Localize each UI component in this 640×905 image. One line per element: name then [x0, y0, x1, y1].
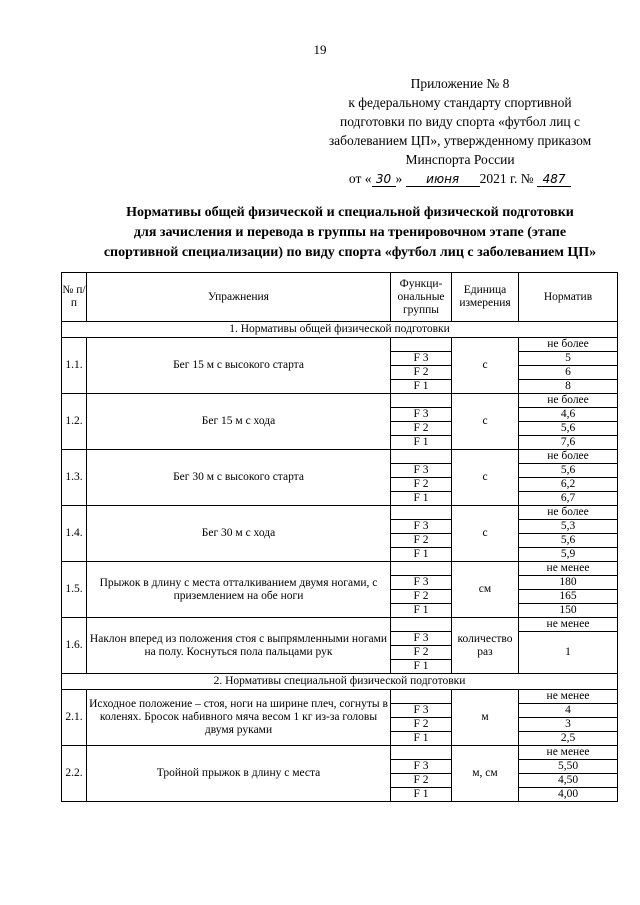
group-cell [391, 562, 452, 576]
norm-qualifier: не менее [519, 746, 618, 760]
table-row [62, 618, 618, 632]
norm-value: 4,50 [519, 774, 618, 788]
appendix-line: Минспорта России [405, 152, 515, 167]
functional-group: F 2 [391, 646, 452, 660]
page-number: 19 [313, 42, 327, 57]
title-line: Нормативы общей физической и специальной физической подготовки [126, 205, 574, 220]
group-cell [391, 338, 452, 352]
norm-value: 4,00 [519, 788, 618, 802]
norm-value: 150 [519, 604, 618, 618]
exercise-name: Бег 15 м с высокого старта [87, 338, 391, 394]
section-title: 1. Нормативы общей физической подготовки [62, 322, 618, 338]
handwritten-day: 30 [372, 173, 396, 187]
appendix-line: Приложение № 8 [410, 76, 510, 91]
row-number: 1.2. [62, 394, 87, 450]
title-line: для зачисления и перевода в группы на тренировочном этапе (этапе [133, 225, 567, 240]
exercise-name: Наклон вперед из положения стоя с выпрямленными ногами на полу. Коснуться пола пальцами рук [87, 618, 391, 674]
functional-group: F 2 [391, 718, 452, 732]
norm-value: 6,2 [519, 478, 618, 492]
unit-cell: м [452, 690, 519, 746]
section-header-row [62, 674, 618, 690]
header-unit: Единица измерения [452, 273, 519, 322]
norm-value: 6,7 [519, 492, 618, 506]
handwritten-month: июня [406, 173, 480, 187]
norm-value: 5,6 [519, 534, 618, 548]
appendix-line: к федеральному стандарту спортивной [348, 95, 572, 110]
table-row [62, 506, 618, 520]
norm-value: 4,6 [519, 408, 618, 422]
norm-value: 5,9 [519, 548, 618, 562]
functional-group: F 2 [391, 478, 452, 492]
unit-cell: с [452, 394, 519, 450]
row-number: 2.2. [62, 746, 87, 802]
functional-group: F 2 [391, 534, 452, 548]
row-number: 2.1. [62, 690, 87, 746]
norm-qualifier: не более [519, 338, 618, 352]
functional-group: F 2 [391, 422, 452, 436]
functional-group: F 3 [391, 760, 452, 774]
functional-group: F 1 [391, 380, 452, 394]
norm-value: 8 [519, 380, 618, 394]
appendix-date-line [300, 169, 620, 188]
section-header-row [62, 322, 618, 338]
functional-group: F 1 [391, 436, 452, 450]
norm-value: 5,6 [519, 422, 618, 436]
appendix-line: заболеванием ЦП», утвержденному приказом [328, 133, 592, 148]
exercise-name: Бег 15 м с хода [87, 394, 391, 450]
norm-qualifier: не менее [519, 562, 618, 576]
norm-value: 5 [519, 352, 618, 366]
table-row [62, 394, 618, 408]
group-cell [391, 618, 452, 632]
date-prefix: от « [348, 171, 372, 186]
functional-group: F 2 [391, 774, 452, 788]
functional-group: F 2 [391, 366, 452, 380]
norm-value: 3 [519, 718, 618, 732]
norm-value: 165 [519, 590, 618, 604]
norms-table [61, 272, 618, 802]
handwritten-number: 487 [537, 173, 571, 187]
table-header-row [62, 273, 618, 322]
date-year: 2021 г. № [479, 171, 534, 186]
norm-qualifier: не менее [519, 618, 618, 632]
exercise-name: Бег 30 м с высокого старта [87, 450, 391, 506]
functional-group: F 2 [391, 590, 452, 604]
table-row [62, 338, 618, 352]
functional-group: F 1 [391, 788, 452, 802]
document-title [60, 203, 640, 263]
norm-qualifier: не более [519, 394, 618, 408]
group-cell [391, 746, 452, 760]
functional-group: F 3 [391, 632, 452, 646]
appendix-block [300, 74, 620, 188]
group-cell [391, 690, 452, 704]
title-line: спортивной специализации) по виду спорта «футбол лиц с заболеванием ЦП» [103, 245, 597, 260]
exercise-name: Прыжок в длину с места отталкиванием двумя ногами, с приземлением на обе ноги [87, 562, 391, 618]
table-row [62, 746, 618, 760]
unit-cell: количество раз [452, 618, 519, 674]
header-exercise: Упражнения [87, 273, 391, 322]
functional-group: F 3 [391, 408, 452, 422]
header-groups: Функци-ональные группы [391, 273, 452, 322]
functional-group: F 3 [391, 704, 452, 718]
functional-group: F 1 [391, 492, 452, 506]
group-cell [391, 394, 452, 408]
unit-cell: м, см [452, 746, 519, 802]
exercise-name: Исходное положение – стоя, ноги на ширине плеч, согнуты в коленях. Бросок набивного мяча весом 1 кг из-за головы двумя руками [87, 690, 391, 746]
unit-cell: с [452, 450, 519, 506]
header-num: № п/п [62, 273, 87, 322]
norm-value: 1 [519, 632, 618, 674]
row-number: 1.5. [62, 562, 87, 618]
appendix-line: подготовки по виду спорта «футбол лиц с [339, 114, 581, 129]
norm-value: 5,6 [519, 464, 618, 478]
date-mid: » [395, 171, 403, 186]
group-cell [391, 506, 452, 520]
exercise-name: Тройной прыжок в длину с места [87, 746, 391, 802]
exercise-name: Бег 30 м с хода [87, 506, 391, 562]
norm-qualifier: не более [519, 450, 618, 464]
norm-value: 7,6 [519, 436, 618, 450]
table-row [62, 450, 618, 464]
functional-group: F 1 [391, 732, 452, 746]
row-number: 1.3. [62, 450, 87, 506]
functional-group: F 1 [391, 660, 452, 674]
row-number: 1.4. [62, 506, 87, 562]
table-row [62, 690, 618, 704]
norm-value: 5,3 [519, 520, 618, 534]
unit-cell: с [452, 338, 519, 394]
row-number: 1.1. [62, 338, 87, 394]
functional-group: F 3 [391, 352, 452, 366]
unit-cell: с [452, 506, 519, 562]
norm-qualifier: не более [519, 506, 618, 520]
functional-group: F 3 [391, 464, 452, 478]
norm-value: 6 [519, 366, 618, 380]
functional-group: F 1 [391, 548, 452, 562]
functional-group: F 1 [391, 604, 452, 618]
norm-value: 2,5 [519, 732, 618, 746]
row-number: 1.6. [62, 618, 87, 674]
functional-group: F 3 [391, 520, 452, 534]
unit-cell: см [452, 562, 519, 618]
header-norm: Норматив [519, 273, 618, 322]
group-cell [391, 450, 452, 464]
norm-value: 4 [519, 704, 618, 718]
functional-group: F 3 [391, 576, 452, 590]
section-title: 2. Нормативы специальной физической подготовки [62, 674, 618, 690]
norm-qualifier: не менее [519, 690, 618, 704]
table-row [62, 562, 618, 576]
norm-value: 180 [519, 576, 618, 590]
norm-value: 5,50 [519, 760, 618, 774]
